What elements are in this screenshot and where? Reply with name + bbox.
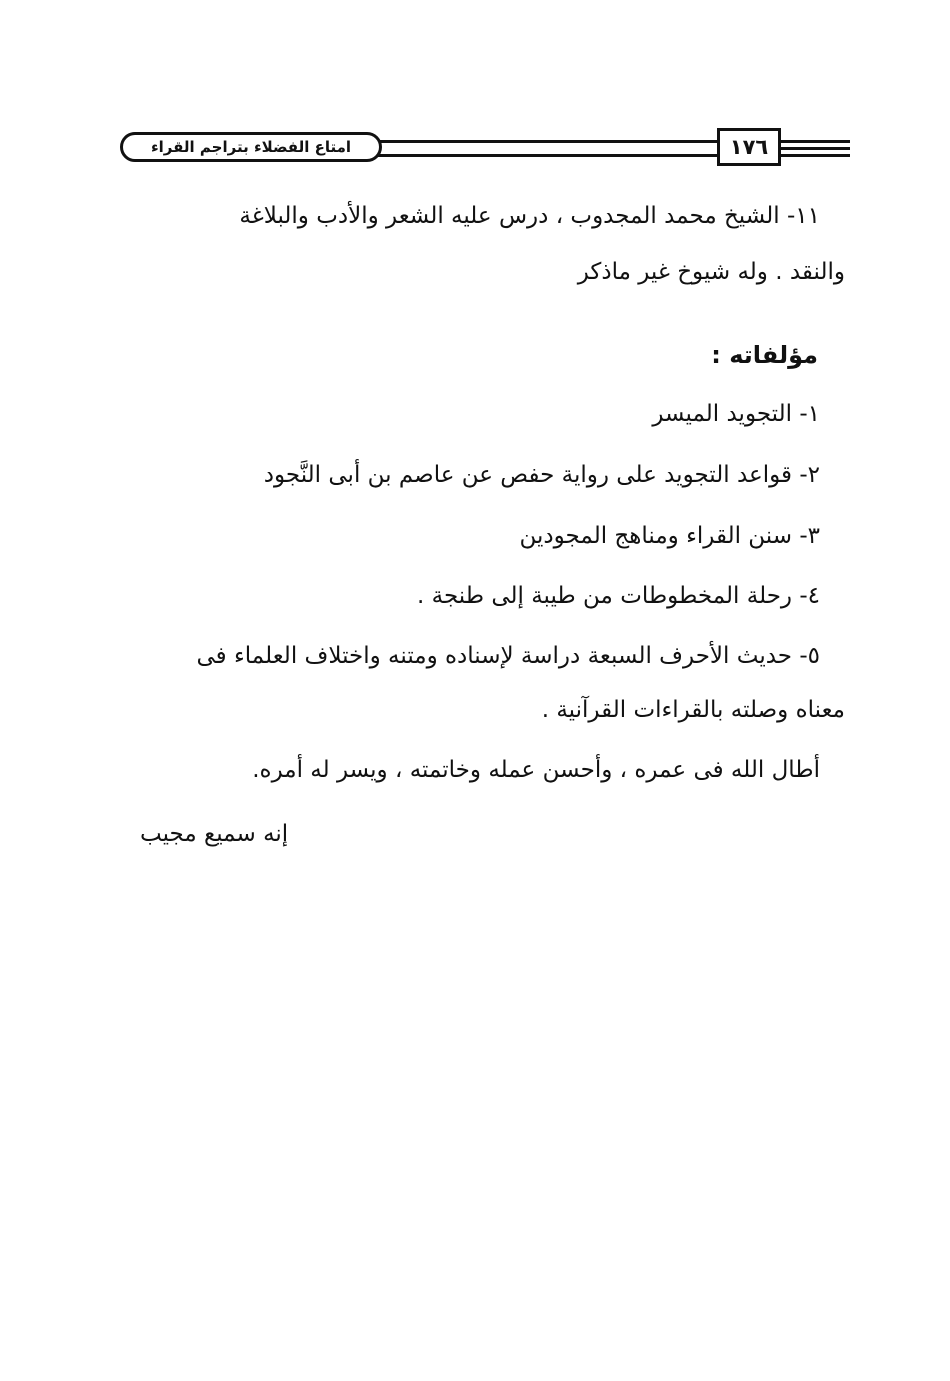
works-item-5: ٥- حديث الأحرف السبعة دراسة لإسناده ومتنه واختلاف العلماء فى: [196, 643, 820, 669]
works-heading: مؤلفاته :: [711, 341, 818, 369]
entry-line-2: والنقد . وله شيوخ غير ماذكر: [577, 259, 845, 285]
closing-final: إنه سميع مجيب: [140, 821, 289, 847]
page-header: [120, 124, 850, 174]
works-item-1: ١- التجويد الميسر: [652, 401, 820, 427]
header-rule-left: [378, 140, 721, 143]
works-item-2: ٢- قواعد التجويد على رواية حفص عن عاصم بن أبى النَّجود: [263, 462, 820, 488]
page-number: ١٧٦: [717, 128, 781, 166]
header-rule-right: [777, 140, 850, 143]
works-item-5-continuation: معناه وصلته بالقراءات القرآنية .: [541, 697, 845, 723]
header-rule-left-lower: [378, 154, 721, 157]
header-rule-right-lower: [777, 154, 850, 157]
works-item-3: ٣- سنن القراء ومناهج المجودين: [519, 523, 820, 549]
entry-line-1: ١١- الشيخ محمد المجدوب ، درس عليه الشعر والأدب والبلاغة: [239, 203, 820, 229]
header-rule-right-middle: [777, 147, 850, 150]
book-title: امتاع الفضلاء بتراجم القراء: [120, 132, 382, 162]
closing-prayer: أطال الله فى عمره ، وأحسن عمله وخاتمته ، ويسر له أمره.: [252, 757, 820, 783]
works-item-4: ٤- رحلة المخطوطات من طيبة إلى طنجة .: [416, 583, 820, 609]
